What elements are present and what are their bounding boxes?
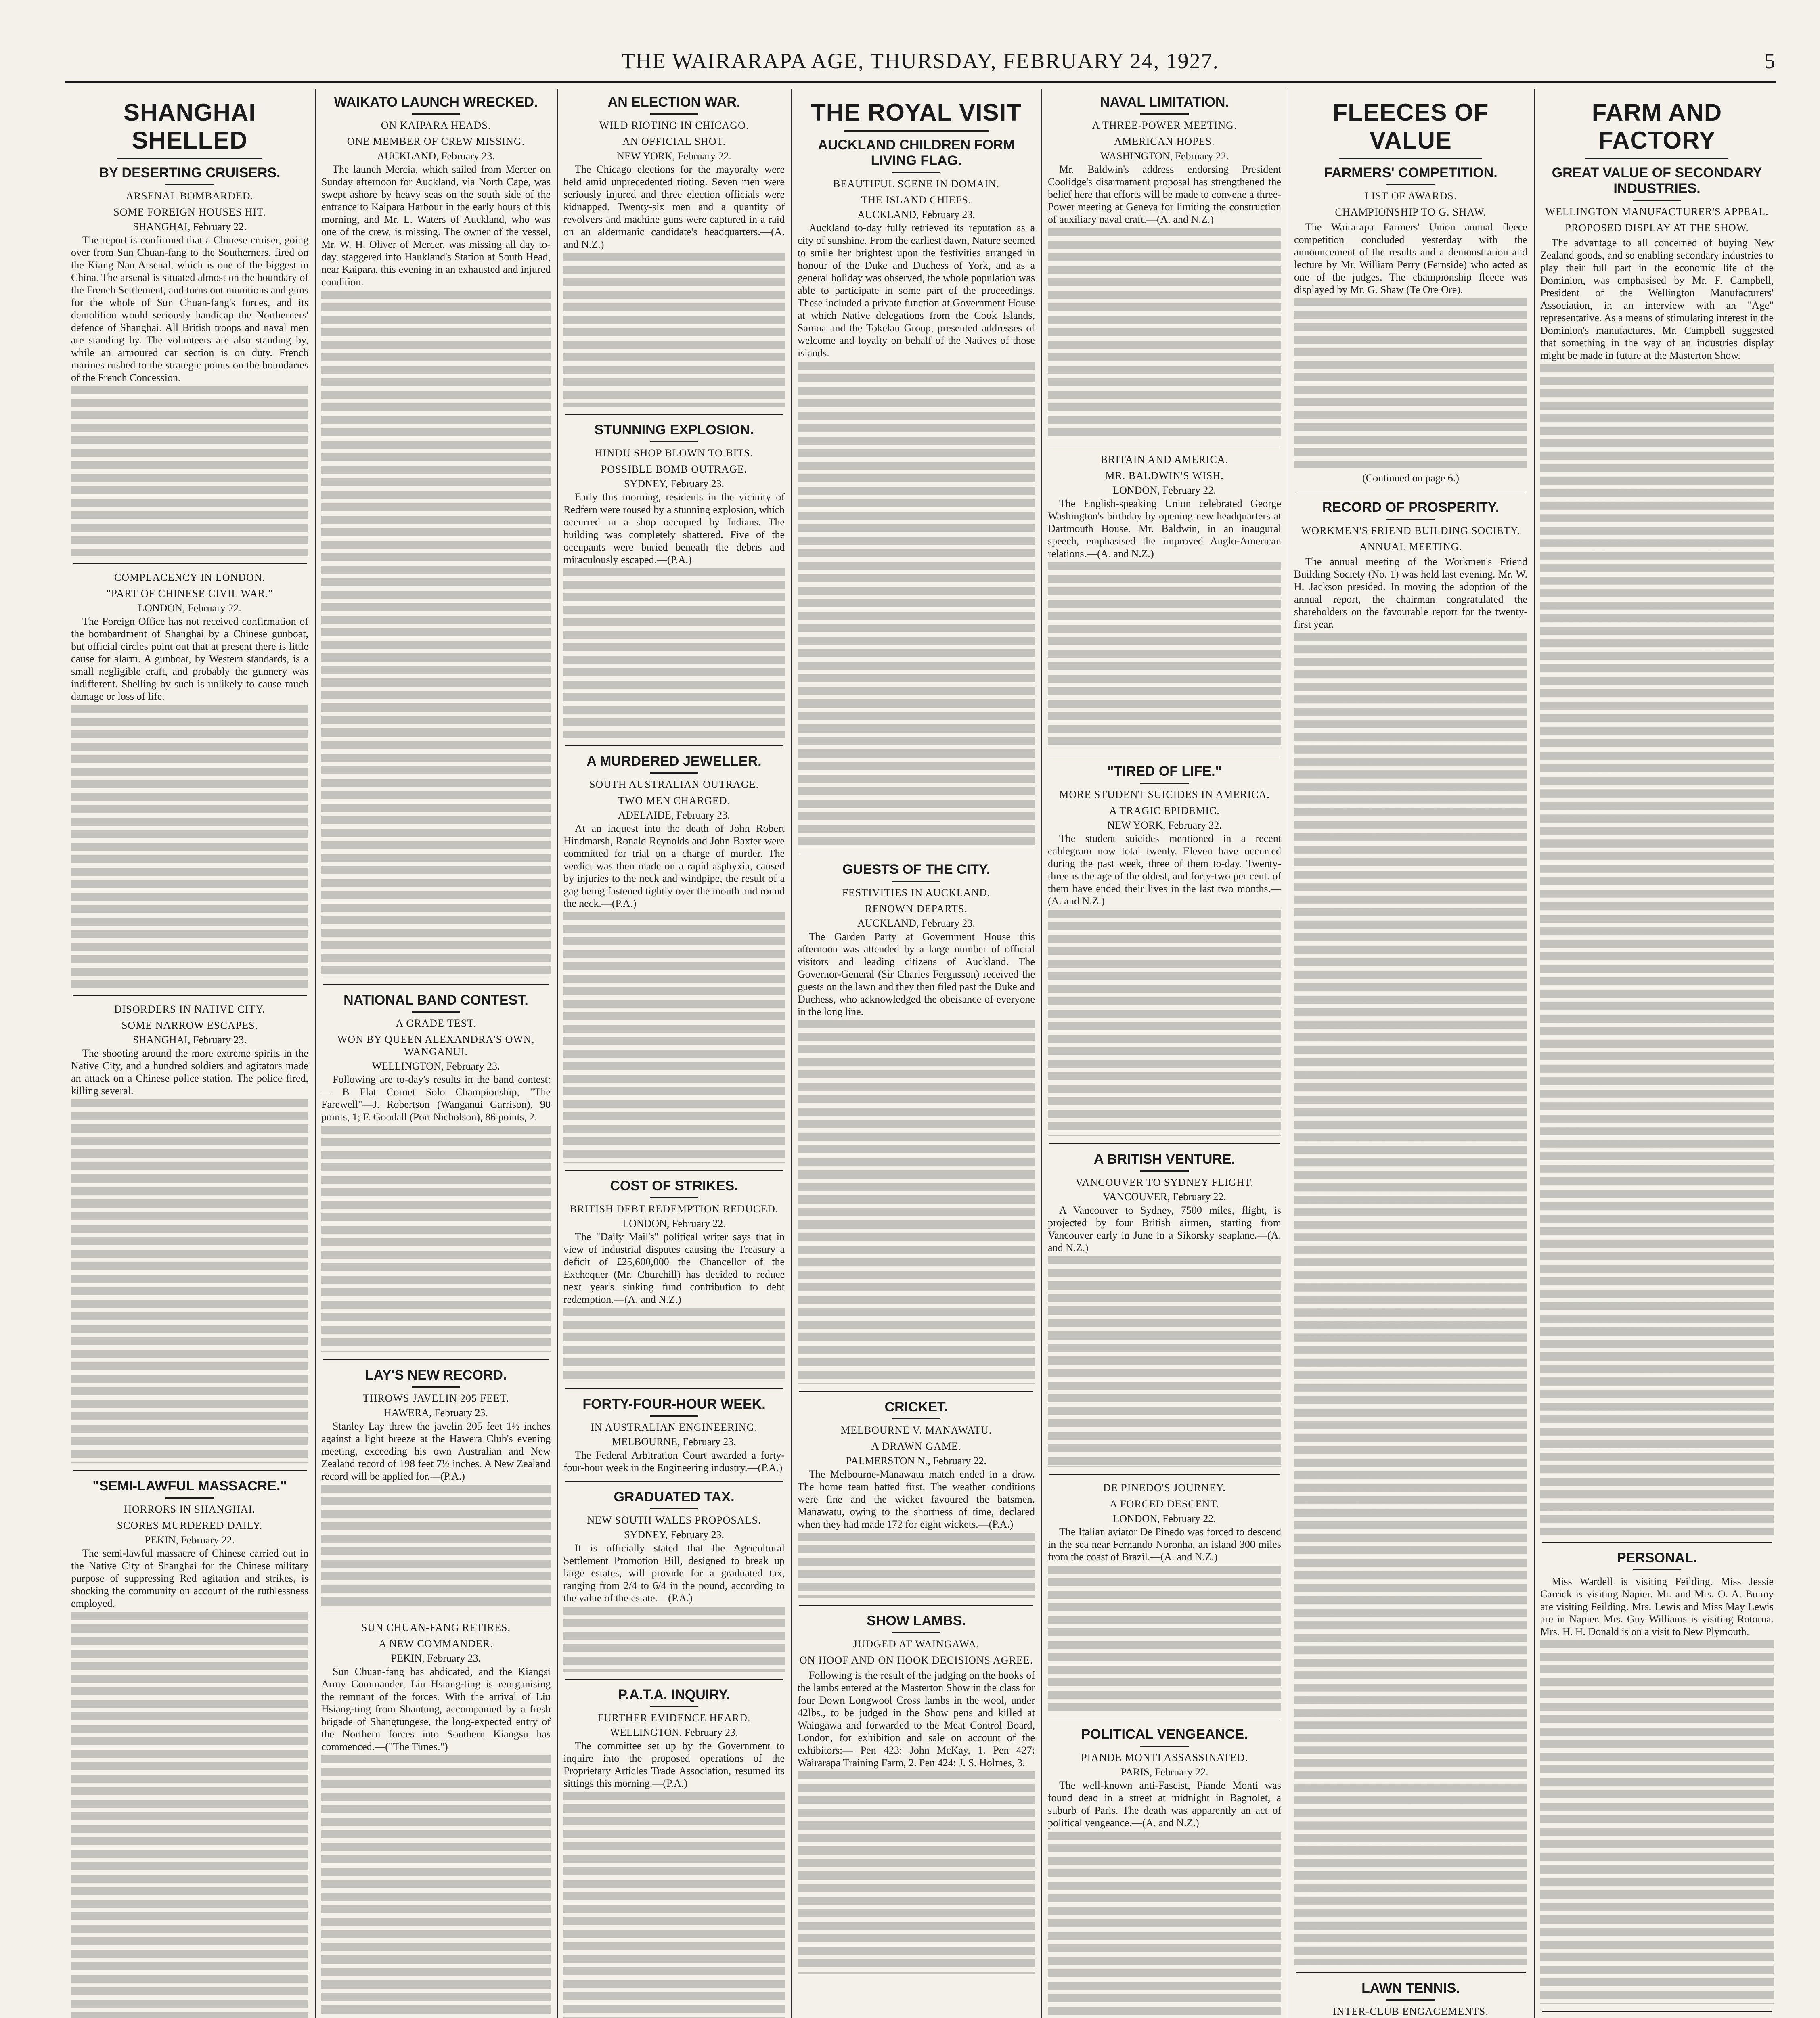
rule	[650, 1197, 698, 1198]
rule	[892, 881, 940, 882]
headline: STUNNING EXPLOSION.	[594, 422, 754, 438]
dateline: AUCKLAND, February 23.	[857, 917, 975, 929]
dateline: LONDON, February 22.	[138, 602, 241, 614]
subheadline: A THREE-POWER MEETING.	[1092, 119, 1237, 131]
headline: "SEMI-LAWFUL MASSACRE."	[92, 1478, 287, 1494]
article-text: The shooting around the more extreme spirits in the Native City, and a hundred soldiers and agitators made an attack on a Chinese police station. The police fired, killing several.	[71, 1047, 308, 1097]
article-body	[1045, 1779, 1284, 1829]
headline: LAWN TENNIS.	[1361, 1980, 1460, 1996]
subheadline: FARMERS' COMPETITION.	[1324, 165, 1497, 180]
article-text: Auckland to-day fully retrieved its reputation as a city of sunshine. From the earliest dawn, Nature seemed to smile her brightest upon the festivities arranged in honour of the Duke and Duchess of York, and as a general holiday was observed, the whole population was able to participate in some part of the proceedings. These included a private function at Government House at which Native delegations from the Cook Islands, Samoa and the Tokelau Group, presented addresses of welcome and loyalty on behalf of the Natives of those islands.	[798, 222, 1035, 359]
subheadline: ONE MEMBER OF CREW MISSING.	[347, 136, 525, 147]
article-body	[1292, 221, 1530, 296]
article-text: The report is confirmed that a Chinese cruiser, going over from Sun Chuan-fang to the Southerners, fired on the Kiang Nan Arsenal, which is one of the biggest in China. The arsenal is situated almost on the boundary of the French Settlement, and turns out munitions and guns for the whole of Sun Chuan-fang's forces, and its demolition would seriously handicap the Northerners' defence of Shanghai. All British troops and naval men are standing by. The volunteers are also standing by, while an armoured car section is on duty. French marines rushed to the strategic points on the boundaries of the French Concession.	[71, 234, 308, 383]
headline: FARM AND FACTORY	[1592, 99, 1722, 154]
article-body	[561, 822, 787, 910]
subheadline: HORRORS IN SHANGHAI.	[124, 1503, 256, 1515]
headline: COST OF STRIKES.	[610, 1178, 738, 1193]
dateline: AUCKLAND, February 23.	[377, 150, 495, 162]
article-text: Mr. Baldwin's address endorsing President Coolidge's disarmament proposal has strengthened the belief here that efforts will be made to convene a three-Power meeting at Geneva for limiting the construction of auxiliary naval craft.—(A. and N.Z.)	[1048, 163, 1281, 225]
subheadline: SOUTH AUSTRALIAN OUTRAGE.	[589, 779, 759, 790]
text-lines	[1540, 364, 1774, 1535]
article-body	[561, 1449, 787, 1474]
article-text: The student suicides mentioned in a recent cablegram now total twenty. Eleven have occurred during the past week, three of them to-day. Twenty-three is the age of the oldest, and forty-two per cent. of them have ended their lives in the last two months.—(A. and N.Z.)	[1048, 833, 1281, 907]
rule	[1633, 200, 1681, 201]
article-text: Stanley Lay threw the javelin 205 feet 1½ inches against a light breeze at the Hawera Club's evening meeting, exceeding his own Australian and New Zealand record of 198 feet 7½ inches. A New Zealand record will be applied for.—(P.A.)	[321, 1420, 551, 1482]
article-body	[561, 1740, 787, 1790]
text-lines	[71, 1099, 308, 1463]
article-body	[561, 163, 787, 251]
dateline: SHANGHAI, February 23.	[133, 1034, 247, 1046]
article-text: Sun Chuan-fang has abdicated, and the Kiangsi Army Commander, Liu Hsiang-ting is reorganising the remnant of the forces. With the arrival of Liu Hsiang-ting from Shantung, accompanied by a fresh brigade of Shangtungese, the long-expected entry of the Northern forces into Southern Kiangsu has commenced.—("The Times.")	[321, 1666, 551, 1752]
rule	[565, 745, 783, 746]
article-text: The semi-lawful massacre of Chinese carried out in the Native City of Shanghai for the Chinese military purpose of suppressing Red agitation and strikes, is shocking the community on account of the ruthlessness employed.	[71, 1547, 308, 1609]
article-body	[319, 1073, 553, 1123]
rule	[1140, 1746, 1189, 1747]
subheadline: ON KAIPARA HEADS.	[381, 119, 491, 131]
rule	[117, 158, 262, 159]
subheadline: BY DESERTING CRUISERS.	[99, 165, 281, 180]
subheadline: A GRADE TEST.	[396, 1017, 476, 1029]
column-1	[69, 89, 311, 2018]
dateline: MELBOURNE, February 23.	[612, 1436, 736, 1448]
rule	[1386, 1999, 1435, 2001]
rule	[892, 172, 940, 173]
text-lines	[798, 1533, 1035, 1598]
article-text: The Italian aviator De Pinedo was forced to descend in the sea near Fernando Noronha, an island 300 miles from the coast of Brazil.—(A. and N.Z.)	[1048, 1526, 1281, 1563]
dateline: NEW YORK, February 22.	[1107, 819, 1222, 831]
rule	[565, 1170, 783, 1171]
article-body	[795, 222, 1037, 359]
subheadline: WORKMEN'S FRIEND BUILDING SOCIETY.	[1301, 525, 1521, 536]
rule	[1339, 158, 1482, 159]
subheadline: TWO MEN CHARGED.	[618, 795, 731, 806]
subheadline: A NEW COMMANDER.	[379, 1638, 493, 1650]
text-lines	[798, 362, 1035, 846]
dateline: SYDNEY, February 23.	[624, 1529, 724, 1541]
headline: A BRITISH VENTURE.	[1093, 1151, 1236, 1167]
subheadline: FESTIVITIES IN AUCKLAND.	[842, 887, 991, 898]
headline: "TIRED OF LIFE."	[1107, 764, 1222, 779]
article-text: At an inquest into the death of John Robert Hindmarsh, Ronald Reynolds and John Baxter were committed for trial on a charge of murder. The verdict was then made on a rapid asphyxia, caused by injuries to the neck and windpipe, the result of a gag being fastened tightly over the mouth and round the neck.—(P.A.)	[563, 823, 785, 909]
dateline: WELLINGTON, February 23.	[610, 1727, 738, 1738]
subheadline: WILD RIOTING IN CHICAGO.	[599, 119, 749, 131]
dateline: SHANGHAI, February 22.	[133, 221, 247, 232]
rule	[650, 441, 698, 442]
headline: BRITAIN AND AMERICA.	[1100, 454, 1229, 465]
headline: A MURDERED JEWELLER.	[586, 754, 762, 769]
article-text: The "Daily Mail's" political writer says that in view of industrial disputes causing the Treasury a deficit of £25,600,000 the Chancellor of the Exchequer (Mr. Churchill) has decided to reduce next year's sinking fund contribution to debt redemption.—(A. and N.Z.)	[563, 1231, 785, 1305]
rule	[650, 1706, 698, 1707]
rule	[650, 113, 698, 115]
subheadline: THROWS JAVELIN 205 FEET.	[362, 1392, 509, 1404]
subheadline: JUDGED AT WAINGAWA.	[853, 1638, 980, 1650]
article-body	[1045, 1526, 1284, 1563]
subheadline: BEAUTIFUL SCENE IN DOMAIN.	[833, 178, 1000, 190]
headline: AN ELECTION WAR.	[607, 94, 741, 110]
dateline: PALMERSTON N., February 22.	[846, 1455, 987, 1467]
text-lines	[563, 1792, 785, 2018]
article-body	[319, 1665, 553, 1753]
text-lines	[1294, 298, 1527, 468]
text-lines	[1048, 228, 1281, 438]
headline: RECORD OF PROSPERITY.	[1322, 500, 1500, 515]
article-body	[795, 1468, 1037, 1530]
rule	[1140, 113, 1189, 115]
article-text: The Federal Arbitration Court awarded a forty-four-hour week in the Engineering industry.—(P.A.)	[563, 1449, 785, 1474]
subheadline: CHAMPIONSHIP TO G. SHAW.	[1335, 206, 1487, 218]
article-text: It is officially stated that the Agricultural Settlement Promotion Bill, designed to break up large estates, will provide for a graduated tax, ranging from 2/4 to 6/4 in the pound, according to the value of the estate.—(P.A.)	[563, 1542, 785, 1604]
article-text: The advantage to all concerned of buying New Zealand goods, and so enabling secondary industries to play their full part in the economic life of the Dominion, was emphasised by Mr. F. Campbell, President of the Wellington Manufacturers' Association, in an interview with an "Age" representative. As a means of stimulating interest in the Dominion's manufactures, Mr. Campbell suggested that something in the way of an industries display might be made in future at the Masterton Show.	[1540, 237, 1774, 361]
article-body	[561, 1231, 787, 1306]
subheadline: WELLINGTON MANUFACTURER'S APPEAL.	[1545, 206, 1769, 218]
subheadline: THE ISLAND CHIEFS.	[861, 194, 972, 206]
article-body	[795, 930, 1037, 1018]
article-body	[795, 1669, 1037, 1769]
rule	[565, 1388, 783, 1389]
rule	[650, 1508, 698, 1509]
text-lines	[563, 568, 785, 738]
headline: SUN CHUAN-FANG RETIRES.	[361, 1622, 511, 1633]
text-lines	[71, 705, 308, 988]
headline: SHANGHAI SHELLED	[123, 99, 256, 154]
article-text: The committee set up by the Government to inquire into the proposed operations of the Proprietary Articles Trade Association, resumed its sittings this morning.—(P.A.)	[563, 1740, 785, 1789]
headline: SHOW LAMBS.	[867, 1613, 966, 1629]
headline: FLEECES OF VALUE	[1332, 99, 1489, 154]
text-lines	[1048, 910, 1281, 1136]
article-body	[1045, 497, 1284, 560]
text-lines	[563, 253, 785, 407]
dateline: PARIS, February 22.	[1120, 1766, 1208, 1778]
dateline: ADELAIDE, February 23.	[618, 809, 730, 821]
column-6	[1292, 89, 1530, 2018]
text-lines	[321, 291, 551, 977]
headline: COMPLACENCY IN LONDON.	[114, 571, 266, 583]
article-body	[69, 1047, 311, 1097]
rule	[565, 1679, 783, 1680]
page-number: 5	[1764, 49, 1776, 73]
article-body	[319, 1420, 553, 1482]
article-text: A Vancouver to Sydney, 7500 miles, flight, is projected by four British airmen, starting from Vancouver early in June in a Sikorsky seaplane.—(A. and N.Z.)	[1048, 1204, 1281, 1254]
dateline: LONDON, February 22.	[622, 1218, 726, 1229]
article-text: The Chicago elections for the mayoralty were held amid unprecedented rioting. Seven men were seriously injured and three election officials were kidnapped. Twenty-six men and a quantity of revolvers and machine guns were captured in a raid on an aldermanic candidate's headquarters.—(A. and N.Z.)	[563, 163, 785, 250]
dateline: PEKIN, February 22.	[145, 1534, 235, 1546]
headline: PERSONAL.	[1617, 1550, 1697, 1566]
subheadline: ARSENAL BOMBARDED.	[126, 190, 254, 202]
article-text: The Melbourne-Manawatu match ended in a draw. The home team batted first. The weather conditions were fine and the wicket favoured the batsmen. Manawatu, owing to the shortness of time, declared when they had made 172 for eight wickets.—(P.A.)	[798, 1468, 1035, 1530]
article-body	[1538, 1575, 1776, 1638]
rule	[799, 1605, 1033, 1606]
headline: NATIONAL BAND CONTEST.	[343, 992, 528, 1008]
rule	[1542, 2011, 1772, 2012]
rule	[73, 563, 307, 564]
article-body	[1045, 163, 1284, 226]
text-lines	[563, 912, 785, 1163]
subheadline: ANNUAL MEETING.	[1359, 541, 1462, 553]
column-2	[319, 89, 553, 2018]
rule	[323, 984, 549, 985]
rule	[73, 1470, 307, 1471]
article-text: The Wairarapa Farmers' Union annual fleece competition concluded yesterday with the announcement of the results and a demonstration and lecture by Mr. William Perry (Fernside) who acted as one of the judges. The championship fleece was displayed by Mr. G. Shaw (Te Ore Ore).	[1294, 221, 1527, 295]
dateline: AUCKLAND, February 23.	[857, 209, 975, 220]
subheadline: FURTHER EVIDENCE HEARD.	[597, 1712, 751, 1724]
rule	[1386, 519, 1435, 520]
headline: DE PINEDO'S JOURNEY.	[1103, 1482, 1226, 1494]
subheadline: AN OFFICIAL SHOT.	[622, 136, 726, 147]
dateline: WELLINGTON, February 23.	[372, 1060, 500, 1072]
text-lines	[1540, 1640, 1774, 2004]
dateline: HAWERA, February 23.	[384, 1407, 488, 1419]
subheadline: VANCOUVER TO SYDNEY FLIGHT.	[1075, 1176, 1254, 1188]
text-lines	[1048, 1256, 1281, 1467]
rule	[412, 1386, 460, 1388]
subheadline: INTER-CLUB ENGAGEMENTS.	[1333, 2005, 1489, 2017]
text-lines	[321, 1126, 551, 1352]
subheadline: ON HOOF AND ON HOOK DECISIONS AGREE.	[799, 1654, 1033, 1666]
article-body	[561, 1542, 787, 1604]
headline: FORTY-FOUR-HOUR WEEK.	[582, 1396, 766, 1412]
text-lines	[563, 1607, 785, 1672]
rule	[799, 1391, 1033, 1392]
headline: POLITICAL VENGEANCE.	[1081, 1727, 1248, 1742]
rule	[412, 113, 460, 115]
rule	[844, 130, 989, 132]
dateline: WASHINGTON, February 22.	[1100, 150, 1229, 162]
rule	[1585, 158, 1728, 159]
rule	[73, 995, 307, 996]
continued-note: (Continued on page 6.)	[1362, 472, 1459, 484]
article-body	[1045, 1204, 1284, 1254]
column-separator	[315, 89, 316, 2018]
subheadline: A DRAWN GAME.	[871, 1440, 961, 1452]
text-lines	[1048, 1832, 1281, 2018]
rule	[1296, 1972, 1526, 1973]
subheadline: PROPOSED DISPLAY AT THE SHOW.	[1565, 222, 1749, 234]
article-text: The Foreign Office has not received confirmation of the bombardment of Shanghai by a Chinese gunboat, but official circles point out that at present there is little cause for alarm. A gunboat, by Western standards, is a small negligible craft, and probably the gunnery was indifferent. Shelling by such is unlikely to cause much damage or loss of life.	[71, 615, 308, 702]
rule	[323, 1359, 549, 1360]
headline: GUESTS OF THE CITY.	[842, 862, 991, 877]
article-body	[1045, 832, 1284, 907]
column-7	[1538, 89, 1776, 2018]
article-body	[561, 491, 787, 566]
subheadline: LIST OF AWARDS.	[1364, 190, 1457, 202]
article-text: The launch Mercia, which sailed from Mercer on Sunday afternoon for Auckland, via North Cape, was swept ashore by heavy seas on the south side of the entrance to Kaipara Harbour in the early hours of this morning, and Mr. L. Waters of Auckland, who was one of the crew, is missing. The owner of the vessel, Mr. W. H. Oliver of Mercer, was missing all day to-day, staggered into Haukland's Station at South Head, near Kaipara, this evening in an exhausted and injured condition.	[321, 163, 551, 288]
rule	[650, 1415, 698, 1417]
dateline: NEW YORK, February 22.	[617, 150, 731, 162]
text-lines	[1048, 1566, 1281, 1711]
subheadline: AUCKLAND CHILDREN FORM LIVING FLAG.	[818, 137, 1015, 168]
headline: NAVAL LIMITATION.	[1100, 94, 1229, 110]
text-lines	[1294, 633, 1527, 1965]
headline: GRADUATED TAX.	[614, 1489, 735, 1505]
subheadline: AMERICAN HOPES.	[1114, 136, 1215, 147]
article-body	[319, 163, 553, 288]
article-text: The English-speaking Union celebrated George Washington's birthday by opening new headquarters at Dartmouth House. Mr. Baldwin, in an inaugural speech, emphasised the improved Anglo-American relations.—(A. and N.Z.)	[1048, 498, 1281, 559]
subheadline: WON BY QUEEN ALEXANDRA'S OWN, WANGANUI.	[337, 1034, 535, 1057]
rule	[650, 772, 698, 774]
article-body	[69, 615, 311, 703]
subheadline: BRITISH DEBT REDEMPTION REDUCED.	[570, 1203, 779, 1215]
article-text: The well-known anti-Fascist, Piande Monti was found dead in a street at midnight in Bagnolet, a suburb of Paris. The death was apparently an act of political vengeance.—(A. and N.Z.)	[1048, 1779, 1281, 1829]
subheadline: IN AUSTRALIAN ENGINEERING.	[591, 1421, 758, 1433]
headline: DISORDERS IN NATIVE CITY.	[114, 1003, 266, 1015]
rule	[165, 184, 214, 185]
rule	[565, 414, 783, 415]
rule	[1140, 1170, 1189, 1172]
subheadline: GREAT VALUE OF SECONDARY INDUSTRIES.	[1552, 165, 1762, 196]
dateline: PEKIN, February 23.	[391, 1652, 481, 1664]
rule	[892, 1632, 940, 1633]
article-text: The annual meeting of the Workmen's Friend Building Society (No. 1) was held last evening. Mr. W. H. Jackson presided. In moving the adoption of the annual report, the chairman congratulated the shareholders on the favourable report for the twenty-first year.	[1294, 556, 1527, 630]
headline: P.A.T.A. INQUIRY.	[618, 1687, 730, 1702]
column-separator	[557, 89, 558, 2018]
rule	[1386, 184, 1435, 185]
subheadline: HINDU SHOP BLOWN TO BITS.	[595, 447, 754, 459]
subheadline: SOME NARROW ESCAPES.	[121, 1019, 258, 1031]
text-lines	[798, 1020, 1035, 1384]
masthead	[65, 48, 1776, 81]
subheadline: A TRAGIC EPIDEMIC.	[1109, 805, 1220, 816]
column-3	[561, 89, 787, 2018]
subheadline: MORE STUDENT SUICIDES IN AMERICA.	[1059, 789, 1270, 800]
dateline: LONDON, February 22.	[1113, 1513, 1216, 1524]
subheadline: RENOWN DEPARTS.	[865, 903, 968, 915]
masthead-title: THE WAIRARAPA AGE, THURSDAY, FEBRUARY 24, 1927.	[621, 49, 1219, 73]
rule	[892, 1418, 940, 1419]
dateline: LONDON, February 22.	[1113, 484, 1216, 496]
article-text: Following are to-day's results in the band contest:— B Flat Cornet Solo Championship, "The Farewell"—J. Robertson (Wanganui Garrison), 90 points, 1; F. Goodall (Port Nicholson), 86 points, 2.	[321, 1074, 551, 1123]
rule	[412, 1011, 460, 1013]
text-lines	[71, 386, 308, 556]
column-separator	[1534, 89, 1535, 2018]
text-lines	[798, 1771, 1035, 1974]
dateline: VANCOUVER, February 22.	[1103, 1191, 1226, 1203]
masthead-rule	[65, 81, 1776, 83]
subheadline: SOME FOREIGN HOUSES HIT.	[113, 206, 266, 218]
article-text: The Garden Party at Government House this afternoon was attended by a large number of official visitors and leading citizens of Auckland. The Governor-General (Sir Charles Fergusson) received the guests on the lawn and they then filed past the Duke and Duchess, who acknowledged the obeisance of everyone in the long line.	[798, 931, 1035, 1017]
column-separator	[1041, 89, 1042, 2018]
text-lines	[321, 1755, 551, 2018]
subheadline: MELBOURNE V. MANAWATU.	[840, 1424, 992, 1436]
subheadline: SCORES MURDERED DAILY.	[117, 1520, 263, 1531]
text-lines	[71, 1612, 308, 2018]
rule	[165, 1497, 214, 1499]
subheadline: PIANDE MONTI ASSASSINATED.	[1081, 1752, 1248, 1763]
article-body	[1292, 555, 1530, 630]
rule	[1633, 1569, 1681, 1570]
rule	[1049, 1143, 1280, 1144]
rule	[565, 1481, 783, 1482]
article-body	[69, 234, 311, 384]
subheadline: MR. BALDWIN'S WISH.	[1105, 470, 1224, 481]
text-lines	[563, 1308, 785, 1381]
subheadline: "PART OF CHINESE CIVIL WAR."	[106, 588, 273, 599]
subheadline: A FORCED DESCENT.	[1110, 1498, 1219, 1510]
dateline: SYDNEY, February 23.	[624, 478, 724, 490]
rule	[1542, 1542, 1772, 1543]
subheadline: POSSIBLE BOMB OUTRAGE.	[601, 463, 748, 475]
article-text: Early this morning, residents in the vicinity of Redfern were roused by a stunning explosion, which occurred in a shop occupied by Indians. The building was completely shattered. Five of the occupants were buried beneath the debris and miraculously escaped.—(P.A.)	[563, 491, 785, 565]
text-lines	[1048, 562, 1281, 748]
article-text: Following is the result of the judging on the hooks of the lambs entered at the Masterton Show in the class for four Down Longwool Cross lambs in the wool, under 42lbs., to be judged in the Show pens and killed at Waingawa and forwarded to the Meat Control Board, London, for exhibition and sale on account of the exhibitors:— Pen 423: John McKay, 1. Pen 427: Wairarapa Training Farm, 2. Pen 424: J. S. Holmes, 3.	[798, 1669, 1035, 1769]
rule	[1049, 1474, 1280, 1475]
article-body	[69, 1547, 311, 1610]
headline: WAIKATO LAUNCH WRECKED.	[334, 94, 538, 110]
text-lines	[321, 1485, 551, 1606]
headline: THE ROYAL VISIT	[811, 99, 1022, 126]
article-body	[1538, 237, 1776, 362]
headline: CRICKET.	[884, 1399, 948, 1415]
subheadline: NEW SOUTH WALES PROPOSALS.	[587, 1514, 761, 1526]
column-separator	[791, 89, 792, 2018]
rule	[1140, 783, 1189, 784]
headline: LAY'S NEW RECORD.	[365, 1367, 507, 1383]
column-5	[1045, 89, 1284, 2018]
article-text: Miss Wardell is visiting Feilding. Miss Jessie Carrick is visiting Napier. Mr. and Mrs. O. A. Bunny are visiting Feilding. Mrs. Lewis and Miss May Lewis are in Napier. Mrs. Guy Williams is visiting Rotorua. Mrs. H. H. Donald is on a visit to New Plymouth.	[1540, 1576, 1774, 1637]
column-4	[795, 89, 1037, 2018]
